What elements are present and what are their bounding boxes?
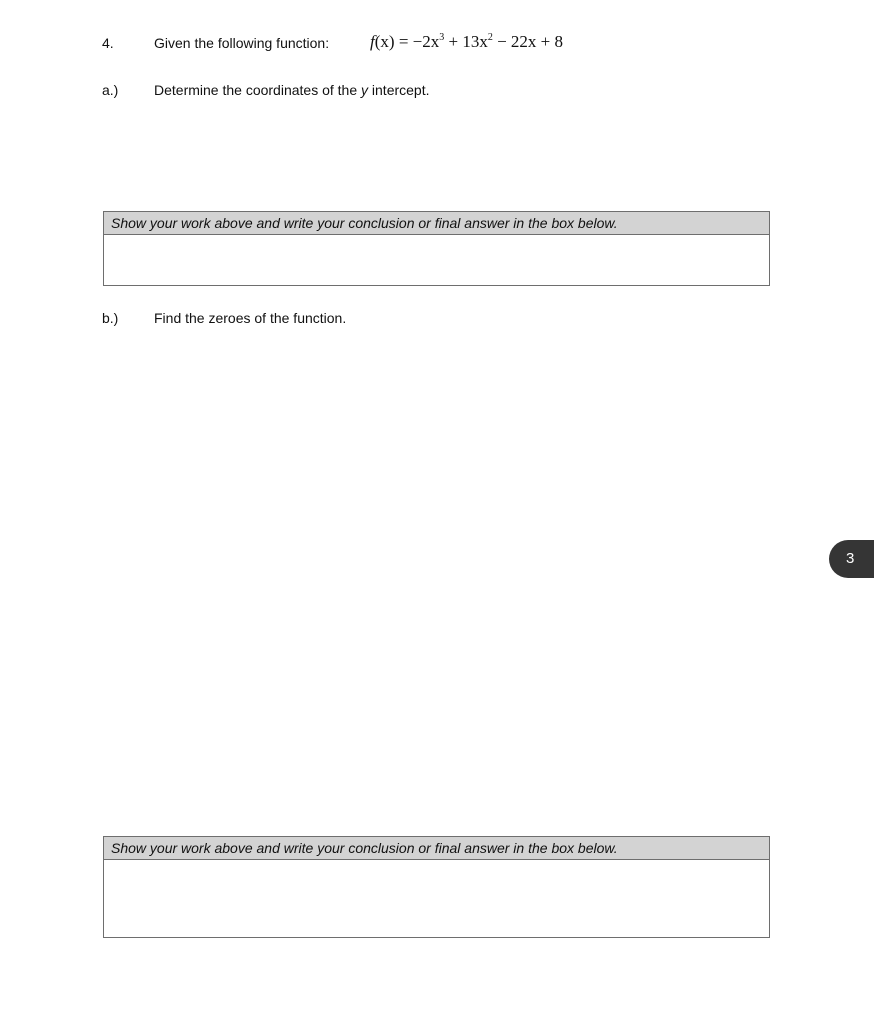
- answer-box-a: [103, 211, 770, 286]
- part-a-text-italic: y: [361, 82, 369, 98]
- exponent-3: 3: [439, 32, 445, 43]
- function-formula: [370, 32, 563, 52]
- answer-box-a-instruction: Show your work above and write your conclusion or final answer in the box below.: [104, 212, 769, 235]
- part-a-label: a.): [102, 82, 119, 98]
- exponent-2: 2: [487, 32, 493, 43]
- function-name: f: [370, 32, 375, 51]
- answer-box-b: [103, 836, 770, 938]
- part-b-prompt: Find the zeroes of the function.: [154, 310, 347, 326]
- function-term-3: − 22x + 8: [492, 32, 564, 51]
- function-term-2: + 13x: [444, 32, 488, 51]
- function-var: (x): [374, 32, 395, 51]
- part-a-text-after: intercept.: [368, 82, 430, 98]
- part-b-label: b.): [102, 310, 119, 326]
- part-a-prompt: [154, 81, 430, 99]
- question-intro: Given the following function:: [154, 35, 330, 51]
- question-number: 4.: [102, 35, 114, 51]
- page-number-badge: 3: [829, 540, 874, 578]
- answer-box-b-instruction: Show your work above and write your conclusion or final answer in the box below.: [104, 837, 769, 860]
- part-a-text-before: Determine the coordinates of the: [154, 82, 362, 98]
- answer-box-b-field[interactable]: [104, 860, 769, 937]
- function-term-1: = −2x: [394, 32, 440, 51]
- answer-box-a-field[interactable]: [104, 235, 769, 285]
